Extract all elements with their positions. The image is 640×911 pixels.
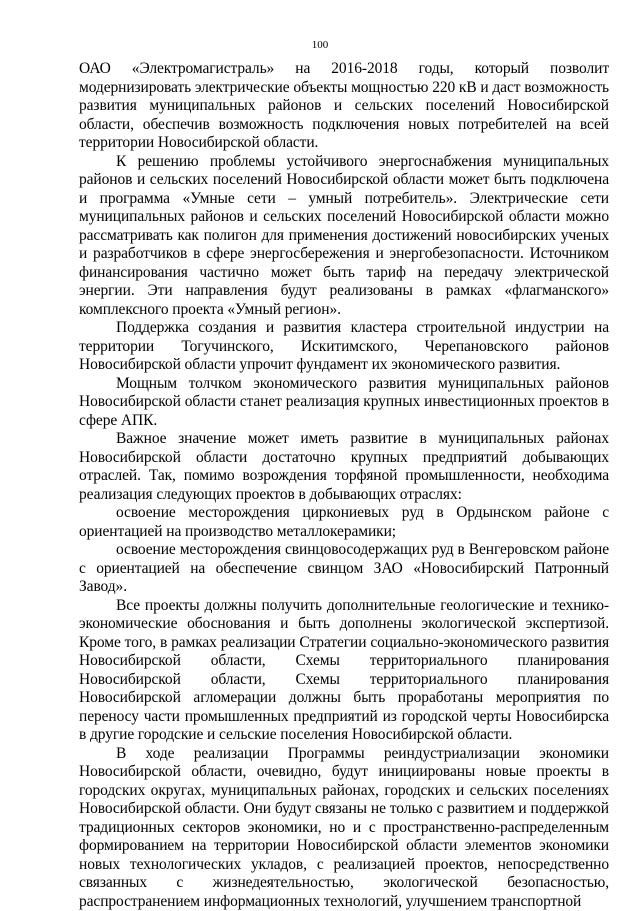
paragraph-4: Мощным толчком экономического развития муниципальных районов Новосибирской области станет реализация крупных инвестиционных проектов в сфере АПК. — [79, 375, 609, 431]
paragraph-8: Все проекты должны получить дополнительные геологические и технико-экономические обоснования и быть дополнены экологической экспертизой. Кроме того, в рамках реализации Стратегии социально-экономического развития Новосибирской области, Схемы территориального планирования Новосибирской области, Схемы территориального планирования Новосибирской агломерации должны быть проработаны мероприятия по переносу части промышленных предприятий из городской черты Новосибирска в другие городские и сельские поселения Новосибирской области. — [79, 597, 609, 745]
page-number: 100 — [0, 38, 640, 52]
paragraph-9: В ходе реализации Программы реиндустриализации экономики Новосибирской области, очевидно, будут инициированы новые проекты в городских округах, муниципальных районах, городских и сельских поселениях Новосибирской области. Они будут связаны не только с развитием и поддержкой традиционных секторов экономики, но и с пространственно-распределенным формированием на территории Новосибирской области элементов экономики новых технологических укладов, с реализацией проектов, непосредственно связанных с жизнедеятельностью, экологической безопасностью, распространением информационных технологий, улучшением транспортной — [79, 745, 609, 911]
paragraph-1: ОАО «Электромагистраль» на 2016-2018 годы, который позволит модернизировать электрические объекты мощностью 220 кВ и даст возможность развития муниципальных районов и сельских поселений Новосибирской области, обеспечив возможность подключения новых потребителей на всей территории Новосибирской области. — [79, 60, 609, 153]
document-body — [79, 60, 609, 911]
paragraph-3: Поддержка создания и развития кластера строительной индустрии на территории Тогучинского, Искитимского, Черепановского районов Новосибирской области упрочит фундамент их экономического развития. — [79, 319, 609, 375]
paragraph-5: Важное значение может иметь развитие в муниципальных районах Новосибирской области достаточно крупных предприятий добывающих отраслей. Так, помимо возрождения торфяной промышленности, необходима реализация следующих проектов в добывающих отраслях: — [79, 430, 609, 504]
list-item-lead-ores: освоение месторождения свинцовосодержащих руд в Венгеровском районе с ориентацией на обеспечение свинцом ЗАО «Новосибирский Патронный Завод». — [79, 541, 609, 597]
list-item-zirconium: освоение месторождения циркониевых руд в Ордынском районе с ориентацией на производство металлокерамики; — [79, 504, 609, 541]
paragraph-2: К решению проблемы устойчивого энергоснабжения муниципальных районов и сельских поселений Новосибирской области может быть подключена и программа «Умные сети – умный потребитель». Электрические сети муниципальных районов и сельских поселений Новосибирской области можно рассматривать как полигон для применения достижений новосибирских ученых и разработчиков в сфере энергосбережения и энергобезопасности. Источником финансирования частично может быть тариф на передачу электрической энергии. Эти направления будут реализованы в рамках «флагманского» комплексного проекта «Умный регион». — [79, 153, 609, 320]
